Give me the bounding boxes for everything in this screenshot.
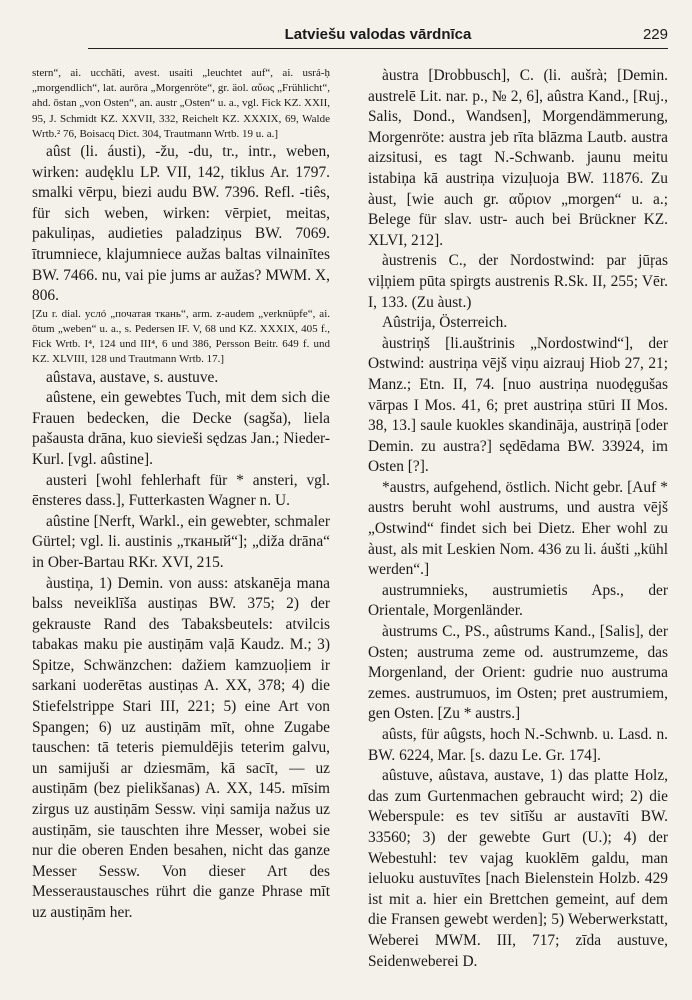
dictionary-entry: aûstene, ein gewebtes Tuch, mit dem sich die Frauen bedecken, die Decke (sagša), liela pašausta drāna, kuo sievieši sędzas Jan.; Nieder-Kurl. [vgl. aûstine]. — [32, 389, 330, 468]
dictionary-entry: aûstine [Nerft, Warkl., ein gewebter, schmaler Gürtel; vgl. li. austinis „тканый“]; „diža drāna“ in Ober-Bartau RKr. XVI, 215. — [32, 512, 330, 571]
dictionary-entry: austrumnieks, austrumietis Aps., der Orientale, Morgenländer. — [368, 581, 668, 620]
dictionary-entry: aûstava, austave, s. austuve. — [46, 368, 219, 386]
dictionary-entry: aûsts, für aûgsts, hoch N.-Schwnb. u. Lasd. n. BW. 6224, Mar. [s. dazu Le. Gr. 174]. — [368, 726, 668, 764]
dictionary-entry: austeri [wohl fehlerhaft für * ansteri, vgl. ēnsteres dass.], Futterkasten Wagner n. U. — [32, 471, 330, 510]
dictionary-entry: àustiņa, 1) Demin. von auss: atskanēja mana balss neveiklīša austiņas BW. 375; 2) der gekrauste Rand des Tabaksbeutels: atvilcis tabakas maku pie austiņām vaļā Kaudz. M.; 3) Spitze, Schwänzchen: dažiem kamzuoļiem ir sarkani uoderētas austiņas A. XX, 378; 4) die Stiefelstrippe Stari III, 221; 5) eine Art von Spangen; 6) uz austiņām mīt, ohne Zugabe tauschen: tā teteris piemuldējis teterim galvu, un samijuši ar dziesmām, kā sacīt, — uz austiņām (bez pielikšanas) A. XX, 145. mīsim zirgus uz austiņām Sessw. viņi samija nažus uz austiņām, sie tauschten ihre Messer, wobei sie nur die oberen Enden besahen, nicht das ganze Messer Sessw. Von dieser Art des Messeraustausches rührt die ganze Phrase mīt uz austiņām her. — [32, 574, 330, 922]
dictionary-entry: stern“, ai. ucchāti, avest. usaiti „leuchtet auf“, ai. usrá-ḥ „morgendlich“, lat. aurōra „Morgenröte“, gr. äol. αὔως „Frühlicht“, ahd. ōstan „von Osten“, an. austr „Osten“ u. a., vgl. Fick KZ. XXII, 95, J. Schmidt KZ. XXVII, 332, Reichelt KZ. XXXIX, 69, Walde Wrtb.² 76, Boisacq Dict. 304, Trautmann Wrtb. 19 u. a.] — [32, 67, 330, 140]
dictionary-entry: Aûstrija, Österreich. — [382, 314, 508, 332]
left-column — [32, 66, 330, 924]
dictionary-entry: *austrs, aufgehend, östlich. Nicht gebr. [Auf * austrs beruht wohl austrums, und austra vējš „Ostwind“ findet sich bei Dietz. Eher wohl zu àust, als mit Leskien Nom. 436 zu li. áušti „kühl werden“.] — [368, 478, 668, 579]
dictionary-entry: [Zu r. dial. услó „початая ткань“, arm. z-audem „verknüpfe“, ai. ōtum „weben“ u. a., s. Pedersen IF. V, 68 und KZ. XXXIX, 405 f., Fick Wrtb. I⁴, 124 und III⁴, 6 und 386, Persson Beitr. 649 f. und KZ. XLVIII, 128 und Trautmann Wrtb. 17.] — [32, 307, 330, 366]
page-header — [88, 22, 668, 49]
dictionary-entry: àustrenis C., der Nordostwind: par jūŗas viļņiem pūta spirgts austrenis R.Sk. II, 255; Vēr. I, 133. (Zu àust.) — [368, 252, 668, 311]
dictionary-entry: aûst (li. áusti), -žu, -du, tr., intr., weben, wirken: audęklu LP. VII, 142, tiklus Ar. 1797. smalki vērpu, biezi audu BW. 7396. Refl. -tiês, für sich weben, wirken: vērpiet, meitas, pakuliņas, audieties paladziņus BW. 7069. ītrumniece, klajumniece aužas baltas vilnainītes BW. 7466. nu, vai pie jums ar aužas? MWM. X, 806. — [32, 143, 330, 305]
dictionary-entry: àustriņš [li.auštrinis „Nordostwind“], der Ostwind: austriņa vējš viņu aizrauj Hiob 27, 21; Manz.; Etn. II, 74. [nuo austriņa nuodęgušas vārpas I Mos. 41, 6; pret austriņa stūri II Mos. 38, 13.] saule kuokles skandināja, austriņā [oder Demin. zu austra?] sędēdama BW. 33924, im Osten [?]. — [368, 334, 668, 476]
running-title: Latviešu valodas vārdnīca — [284, 26, 472, 43]
dictionary-entry: aûstuve, aûstava, austave, 1) das platte Holz, das zum Gurtenmachen gebraucht wird; 2) die Weberspule: es tev sitīšu ar austavīti BW. 33560; 3) der gewebte Gurt (U.); 4) der Webestuhl: tev vajag kuoklēm galdu, man ieluoku austuvītes [nach Bielenstein Holzb. 429 ist mit a. hier ein Brettchen gemeint, auf dem die Fransen gewebt werden]; 5) Weberwerkstatt, Weberei MWM. III, 717; zīda austuve, Seidenweberei D. — [368, 767, 668, 970]
right-column — [368, 66, 668, 972]
dictionary-entry: àustra [Drobbusch], C. (li. aušrà; [Demin. austrelē Lit. nar. p., № 2, 6], aûstra Kand., [Ruj., Salis, Dond., Wandsen], Morgendämmerung, Morgenröte: austra jeb rīta blāzma Lautb. austra aizsitusi, es tagt N.-Schwanb. jaunu meitu istabiņa kā austriņa vizuļuoja BW. 11876. Zu àust, [wie auch gr. αὔριον „morgen“ u. a.; Belege für slav. ustr- auch bei Brückner KZ. XLVI, 212]. — [368, 67, 668, 249]
dictionary-entry: àustrums C., PS., aûstrums Kand., [Salis], der Osten; austruma zeme od. austrumzeme, das Morgenland, der Orient: gudrie nuo austruma zemes. austrumuos, im Osten; pret austrumiem, gen Osten. [Zu * austrs.] — [368, 623, 668, 723]
page-number: 229 — [642, 26, 668, 43]
